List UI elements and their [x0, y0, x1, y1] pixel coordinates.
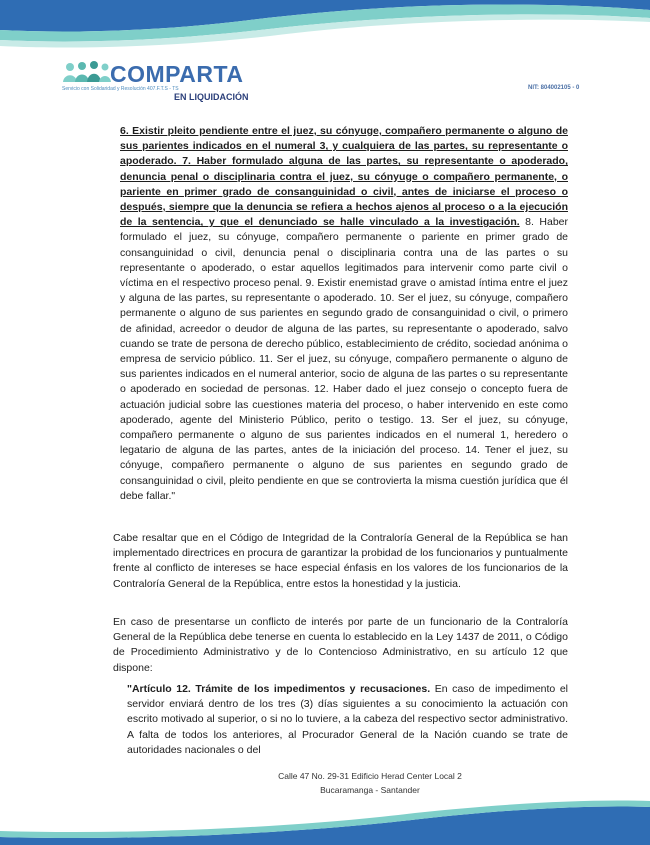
article-heading: "Artículo 12. Trámite de los impedimentos y recusaciones.: [127, 683, 431, 695]
footer-city: Bucaramanga - Santander: [320, 785, 420, 795]
quote-highlighted-text: 6. Existir pleito pendiente entre el juez, su cónyuge, compañero permanente o alguno de sus parientes indicados en el numeral 3, y cualquiera de las partes, su representante o apoderado. 7. Haber formulado alguna de las partes, su representante o apoderado, denuncia penal o disciplinaria contra el juez, su cónyuge o compañero permanente, o pariente en primer grado de consanguinidad o civil, antes de iniciarse el proceso o después, siempre que la denuncia se refiera a hechos ajenos al proceso o a la ejecución de la sentencia, y que el denunciado se halle vinculado a la investigación.: [120, 125, 568, 229]
people-logo-icon: [62, 60, 114, 84]
paragraph-conflict-of-interest: En caso de presentarse un conflicto de interés por parte de un funcionario de la Contraloría General de la República debe tenerse en cuenta lo establecido en la Ley 1437 de 2011, o Código de Procedimiento Administrativo y de lo Contencioso Administrativo, en su artículo 12 que dispone:: [113, 616, 568, 674]
article-text: En caso de impedimento el servidor enviará dentro de los tres (3) días siguientes a su conocimiento la actuación con escrito motivado al superior, o si no lo tuviere, a la cabeza del respectivo sector administrativo. A falta de todos los anteriores, al Procurador General de la Nación cuando se trate de autoridades nacionales o del: [127, 683, 568, 756]
legal-quote: [120, 124, 568, 504]
header-wave-decoration: [0, 0, 650, 60]
brand-name: COMPARTA: [110, 61, 244, 87]
article-12-quote: [127, 682, 568, 758]
company-logo: [62, 58, 277, 104]
quote-text: 8. Haber formulado el juez, su cónyuge, compañero permanente o pariente en primer grado de consanguinidad o civil, denuncia penal o disciplinaria contra una de las partes o su representante o apoderado, o estar aquellos legitimados para intervenir como parte civil o víctima en el respectivo proceso penal. 9. Existir enemistad grave o amistad íntima entre el juez y alguna de las partes, su representante o apoderado. 10. Ser el juez, su cónyuge, compañero permanente o alguno de sus parientes en segundo grado de consanguinidad o civil, o primero de afinidad, acreedor o deudor de alguna de las partes, su representante o apoderado, salvo cuando se trate de persona de derecho público, establecimiento de crédito, sociedad anónima o empresa de servicio público. 11. Ser el juez, su cónyuge, compañero permanente o alguno de sus parientes indicados en el numeral anterior, socio de alguna de las partes o su representante o apoderado en sociedad de personas. 12. Haber dado el juez consejo o concepto fuera de actuación judicial sobre las cuestiones materia del proceso, o haber intervenido en este como apoderado, agente del Ministerio Público, perito o testigo. 13. Ser el juez, su cónyuge, compañero permanente o alguno de sus parientes indicados en el numeral 1, heredero o legatario de alguna de las partes, antes de la iniciación del proceso. 14. Tener el juez, su cónyuge, compañero permanente o alguno de sus parientes en segundo grado de consanguinidad o civil, pleito pendiente en que se controvierta la misma cuestión jurídica que él debe fallar.": [120, 216, 568, 502]
brand-tagline: Servicio con Solidaridad y Resolución 407.F.T.S - TS: [62, 86, 179, 92]
nit-number: NIT: 804002105 - 0: [528, 85, 580, 91]
footer-wave-decoration: [0, 785, 650, 845]
paragraph-integrity-code: Cabe resaltar que en el Código de Integridad de la Contraloría General de la República se han implementado directrices en procura de garantizar la probidad de los funcionarios y puntualmente frente al conflicto de intereses se hace especial énfasis en los valores de los funcionarios de la Contraloría General de la República, entre estos la honestidad y la justicia.: [113, 532, 568, 590]
footer-address: Calle 47 No. 29-31 Edificio Herad Center Local 2: [278, 771, 462, 781]
brand-subtitle: EN LIQUIDACIÓN: [174, 92, 249, 102]
